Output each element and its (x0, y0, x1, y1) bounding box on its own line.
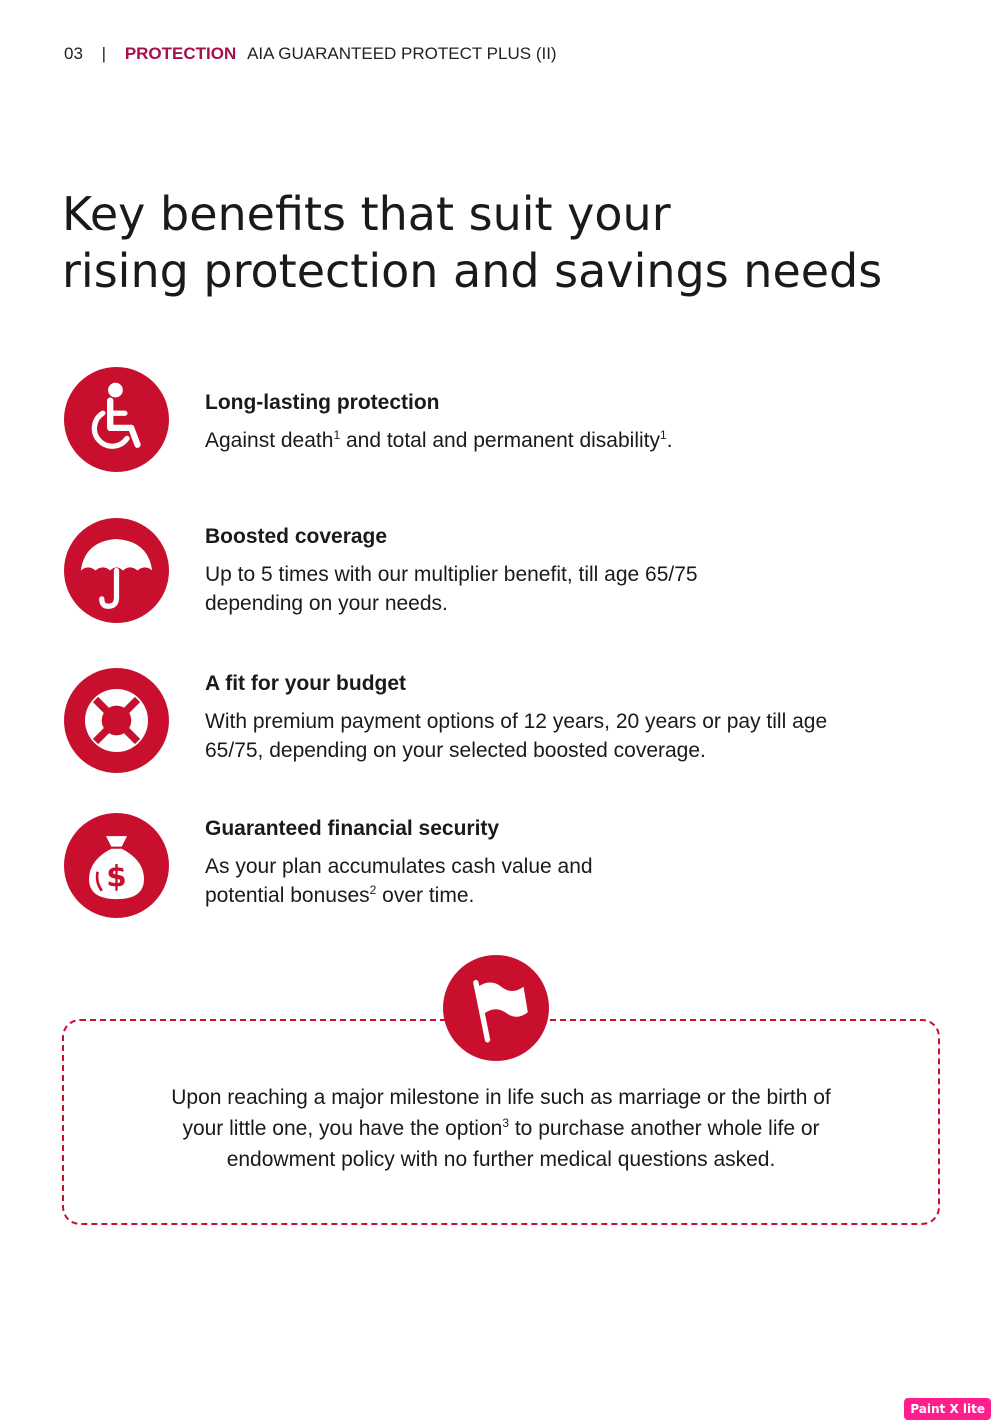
benefit-heading: Boosted coverage (205, 525, 388, 548)
watermark-badge: Paint X lite (904, 1398, 991, 1420)
benefit-description: Up to 5 times with our multiplier benefit, till age 65/75 depending on your needs. (205, 563, 698, 615)
svg-text:$: $ (106, 859, 127, 894)
benefit-heading: Long-lasting protection (205, 391, 440, 414)
benefit-description: Against death$^1$ and total and permanent disability$^1$. (205, 428, 673, 452)
milestone-text: Upon reaching a major milestone in life such as marriage or the birth of your little one, you have the option$^3$ to purchase another whole life or endowment policy with no further medical questions asked. (171, 1086, 831, 1171)
page-header (64, 44, 557, 64)
page-title-line-1: Key benefits that suit your (62, 187, 671, 241)
umbrella-icon (64, 518, 169, 623)
benefit-description: With premium payment options of 12 years, 20 years or pay till age 65/75, depending on your selected boosted coverage. (205, 710, 828, 762)
money-bag-icon (64, 813, 169, 918)
flag-icon (443, 955, 549, 1061)
section-label: PROTECTION (124, 44, 237, 63)
product-name: AIA GUARANTEED PROTECT PLUS (II) (247, 44, 557, 63)
lifebuoy-icon (64, 668, 169, 773)
header-separator: | (101, 44, 107, 63)
page-number: 03 (64, 44, 83, 63)
benefit-description: As your plan accumulates cash value and potential bonuses$^2$ over time. (205, 855, 593, 907)
flag-icon-wrapper (443, 955, 549, 1061)
benefit-heading: A fit for your budget (205, 672, 407, 695)
benefit-heading: Guaranteed financial security (205, 817, 500, 840)
wheelchair-icon (64, 367, 169, 472)
page-title-line-2: rising protection and savings needs (62, 244, 883, 298)
page-title (62, 186, 882, 300)
